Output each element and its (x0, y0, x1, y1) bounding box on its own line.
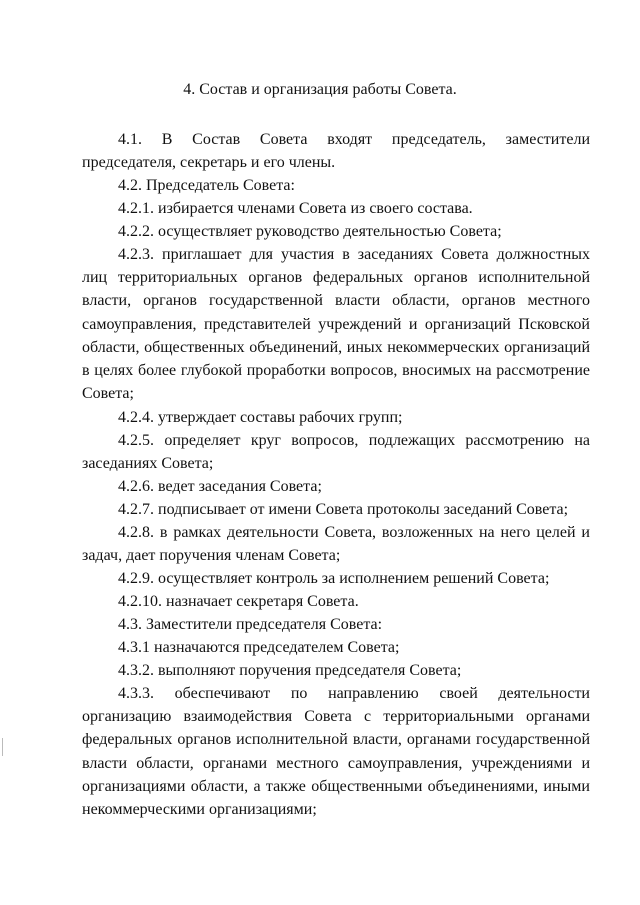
paragraph-p4-2-3 (82, 243, 590, 405)
text-line: лиц территориальных органов федеральных органов исполнительной (82, 269, 590, 287)
text-line: 4.2.8. в рамках деятельности Совета, возложенных на него целей и (118, 524, 590, 541)
text-line: 4.2.3. приглашает для участия в заседаниях Совета должностных (118, 246, 590, 263)
text-line: Совета; (82, 385, 134, 403)
text-line: организацию взаимодействия Совета с территориальными органами (82, 708, 590, 726)
text-line: 4.3.1 назначаются председателем Совета; (118, 639, 400, 656)
paragraph-p4-2-2 (82, 220, 590, 243)
text-line: 4.2.9. осуществляет контроль за исполнением решений Совета; (118, 570, 550, 587)
paragraph-p4-2-4 (82, 406, 590, 429)
paragraph-p4-3 (82, 613, 590, 636)
text-line: 4.2.5. определяет круг вопросов, подлежащих рассмотрению на (118, 432, 590, 449)
paragraph-p4-2 (82, 174, 590, 197)
text-line: 4.2.10. назначает секретаря Совета. (118, 593, 359, 610)
paragraph-p4-3-2 (82, 659, 590, 682)
text-line: области, общественных объединений, иных некоммерческих организаций (82, 338, 590, 356)
text-line: федеральных органов исполнительной власти, органами государственной (82, 731, 590, 749)
text-line: 4.2.2. осуществляет руководство деятельностью Совета; (118, 223, 502, 240)
paragraph-p4-2-8 (82, 521, 590, 567)
text-line: в целях более глубокой проработки вопросов, вносимых на рассмотрение (82, 361, 590, 379)
paragraph-p4-2-5 (82, 429, 590, 475)
paragraph-p4-3-1 (82, 636, 590, 659)
text-line: задач, дает поручения членам Совета; (82, 547, 341, 565)
paragraph-p4-2-7 (82, 498, 590, 521)
text-line: 4.3.3. обеспечивают по направлению своей деятельности (118, 685, 590, 702)
text-line: 4.2.1. избирается членами Совета из своего состава. (118, 200, 473, 217)
text-line: организациями области, а также общественными объединениями, иными (82, 777, 590, 795)
text-line: 4.1. В Состав Совета входят председатель, заместители (118, 131, 590, 148)
text-line: власти, органов государственной власти области, органов местного (82, 292, 590, 310)
scan-artifact (2, 738, 3, 756)
paragraph-p4-2-1 (82, 197, 590, 220)
paragraph-p4-1 (82, 128, 590, 174)
text-line: председателя, секретарь и его члены. (82, 154, 336, 172)
text-line: 4.2.6. ведет заседания Совета; (118, 478, 322, 495)
text-line: 4.2.4. утверждает составы рабочих групп; (118, 409, 403, 426)
text-line: 4.2. Председатель Совета: (118, 177, 295, 194)
text-line: самоуправления, представителей учреждений и организаций Псковской (82, 315, 590, 333)
text-line: власти области, органами местного самоуправления, учреждениями и (82, 754, 590, 772)
paragraph-p4-2-6 (82, 475, 590, 498)
paragraph-p4-2-9 (82, 567, 590, 590)
text-line: некоммерческими организациями; (82, 800, 317, 818)
text-line: 4.3. Заместители председателя Совета: (118, 616, 383, 633)
text-line: 4.2.7. подписывает от имени Совета протоколы заседаний Совета; (118, 501, 569, 518)
text-line: заседаниях Совета; (82, 455, 214, 473)
section-title: 4. Состав и организация работы Совета. (183, 81, 457, 98)
paragraph-p4-3-3 (82, 682, 590, 821)
paragraph-p4-2-10 (82, 590, 590, 613)
text-line: 4.3.2. выполняют поручения председателя Совета; (118, 662, 462, 679)
